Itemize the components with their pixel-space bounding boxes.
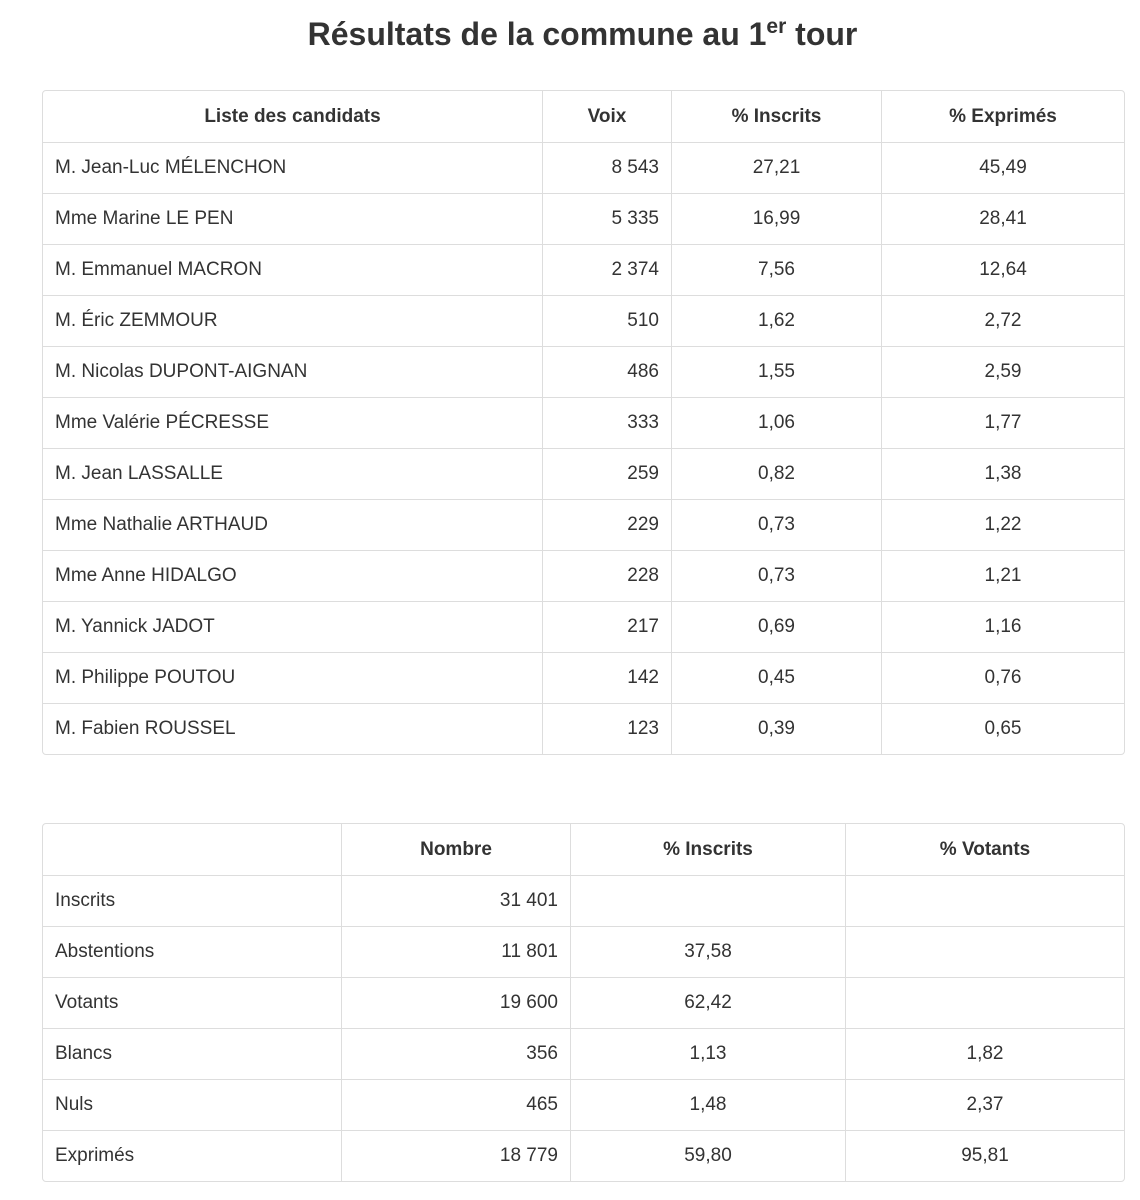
header-candidates-list: Liste des candidats xyxy=(204,105,381,127)
summary-table-body xyxy=(43,875,1124,1181)
table-header-row xyxy=(43,91,1124,142)
candidate-name: Mme Anne HIDALGO xyxy=(43,550,542,601)
table-row xyxy=(43,295,1124,346)
header-percent-exprimes: % Exprimés xyxy=(881,91,1124,142)
candidate-percent-inscrits: 16,99 xyxy=(671,193,881,244)
table-row xyxy=(43,499,1124,550)
summary-nombre: 465 xyxy=(341,1079,570,1130)
table-row xyxy=(43,926,1124,977)
candidate-percent-exprimes: 0,65 xyxy=(881,703,1124,754)
page-title-superscript: er xyxy=(766,15,787,38)
candidate-voix: 5 335 xyxy=(542,193,671,244)
candidate-percent-inscrits: 0,82 xyxy=(671,448,881,499)
header-percent-inscrits: % Inscrits xyxy=(570,824,845,875)
summary-nombre: 356 xyxy=(341,1028,570,1079)
candidates-results-table xyxy=(42,90,1125,755)
candidate-percent-inscrits: 1,62 xyxy=(671,295,881,346)
header-nombre: Nombre xyxy=(341,824,570,875)
table-row xyxy=(43,652,1124,703)
candidate-name: M. Fabien ROUSSEL xyxy=(43,703,542,754)
table-row xyxy=(43,1028,1124,1079)
summary-percent-inscrits: 37,58 xyxy=(570,926,845,977)
candidate-name: Mme Marine LE PEN xyxy=(43,193,542,244)
candidate-voix: 333 xyxy=(542,397,671,448)
candidate-voix: 259 xyxy=(542,448,671,499)
summary-percent-inscrits: 62,42 xyxy=(570,977,845,1028)
candidate-percent-inscrits: 0,73 xyxy=(671,550,881,601)
page-title-end: tour xyxy=(786,16,858,52)
summary-percent-votants: 2,37 xyxy=(845,1079,1124,1130)
candidate-voix: 228 xyxy=(542,550,671,601)
candidate-percent-inscrits: 0,69 xyxy=(671,601,881,652)
candidate-percent-inscrits: 7,56 xyxy=(671,244,881,295)
table-row xyxy=(43,1130,1124,1181)
candidate-percent-exprimes: 1,77 xyxy=(881,397,1124,448)
candidate-percent-inscrits: 0,39 xyxy=(671,703,881,754)
summary-percent-votants xyxy=(845,977,1124,1028)
candidate-percent-inscrits: 1,55 xyxy=(671,346,881,397)
candidate-voix: 142 xyxy=(542,652,671,703)
header-voix: Voix xyxy=(542,91,671,142)
table-header-row xyxy=(43,824,1124,875)
table-row xyxy=(43,244,1124,295)
summary-nombre: 18 779 xyxy=(341,1130,570,1181)
table-row xyxy=(43,550,1124,601)
header-percent-inscrits: % Inscrits xyxy=(671,91,881,142)
summary-percent-inscrits xyxy=(570,875,845,926)
table-row xyxy=(43,142,1124,193)
candidate-percent-exprimes: 12,64 xyxy=(881,244,1124,295)
candidate-voix: 486 xyxy=(542,346,671,397)
summary-percent-inscrits: 59,80 xyxy=(570,1130,845,1181)
table-row xyxy=(43,448,1124,499)
candidate-percent-inscrits: 1,06 xyxy=(671,397,881,448)
candidate-voix: 123 xyxy=(542,703,671,754)
summary-percent-votants: 95,81 xyxy=(845,1130,1124,1181)
header-empty xyxy=(43,824,341,875)
table-row xyxy=(43,346,1124,397)
summary-percent-votants: 1,82 xyxy=(845,1028,1124,1079)
summary-label: Nuls xyxy=(43,1079,341,1130)
candidate-percent-exprimes: 28,41 xyxy=(881,193,1124,244)
candidate-name: M. Éric ZEMMOUR xyxy=(43,295,542,346)
candidate-name: Mme Nathalie ARTHAUD xyxy=(43,499,542,550)
summary-label: Blancs xyxy=(43,1028,341,1079)
candidate-name: M. Jean LASSALLE xyxy=(43,448,542,499)
candidate-percent-inscrits: 27,21 xyxy=(671,142,881,193)
page-title xyxy=(0,12,1140,56)
table-row xyxy=(43,193,1124,244)
candidate-voix: 2 374 xyxy=(542,244,671,295)
candidate-percent-exprimes: 1,22 xyxy=(881,499,1124,550)
candidate-percent-exprimes: 1,38 xyxy=(881,448,1124,499)
candidate-voix: 510 xyxy=(542,295,671,346)
summary-label: Votants xyxy=(43,977,341,1028)
summary-nombre: 19 600 xyxy=(341,977,570,1028)
candidate-percent-exprimes: 2,72 xyxy=(881,295,1124,346)
table-row xyxy=(43,397,1124,448)
candidate-voix: 217 xyxy=(542,601,671,652)
candidate-percent-inscrits: 0,45 xyxy=(671,652,881,703)
summary-label: Exprimés xyxy=(43,1130,341,1181)
candidate-percent-exprimes: 2,59 xyxy=(881,346,1124,397)
page-title-text: Résultats de la commune au 1 xyxy=(307,16,767,52)
table-row xyxy=(43,1079,1124,1130)
participation-summary-table xyxy=(42,823,1125,1182)
summary-nombre: 31 401 xyxy=(341,875,570,926)
candidate-percent-exprimes: 0,76 xyxy=(881,652,1124,703)
summary-percent-votants xyxy=(845,926,1124,977)
table-row xyxy=(43,703,1124,754)
summary-label: Inscrits xyxy=(43,875,341,926)
header-percent-votants: % Votants xyxy=(845,824,1124,875)
candidate-percent-exprimes: 45,49 xyxy=(881,142,1124,193)
candidate-voix: 229 xyxy=(542,499,671,550)
candidate-percent-exprimes: 1,16 xyxy=(881,601,1124,652)
table-row xyxy=(43,977,1124,1028)
candidate-name: M. Jean-Luc MÉLENCHON xyxy=(43,142,542,193)
summary-percent-votants xyxy=(845,875,1124,926)
table-row xyxy=(43,601,1124,652)
summary-percent-inscrits: 1,48 xyxy=(570,1079,845,1130)
candidate-name: M. Yannick JADOT xyxy=(43,601,542,652)
candidate-percent-exprimes: 1,21 xyxy=(881,550,1124,601)
candidates-table-body xyxy=(43,142,1124,754)
summary-nombre: 11 801 xyxy=(341,926,570,977)
candidate-percent-inscrits: 0,73 xyxy=(671,499,881,550)
summary-label: Abstentions xyxy=(43,926,341,977)
candidate-name: M. Emmanuel MACRON xyxy=(43,244,542,295)
candidate-name: Mme Valérie PÉCRESSE xyxy=(43,397,542,448)
table-row xyxy=(43,875,1124,926)
candidate-voix: 8 543 xyxy=(542,142,671,193)
candidate-name: M. Nicolas DUPONT-AIGNAN xyxy=(43,346,542,397)
candidate-name: M. Philippe POUTOU xyxy=(43,652,542,703)
summary-percent-inscrits: 1,13 xyxy=(570,1028,845,1079)
